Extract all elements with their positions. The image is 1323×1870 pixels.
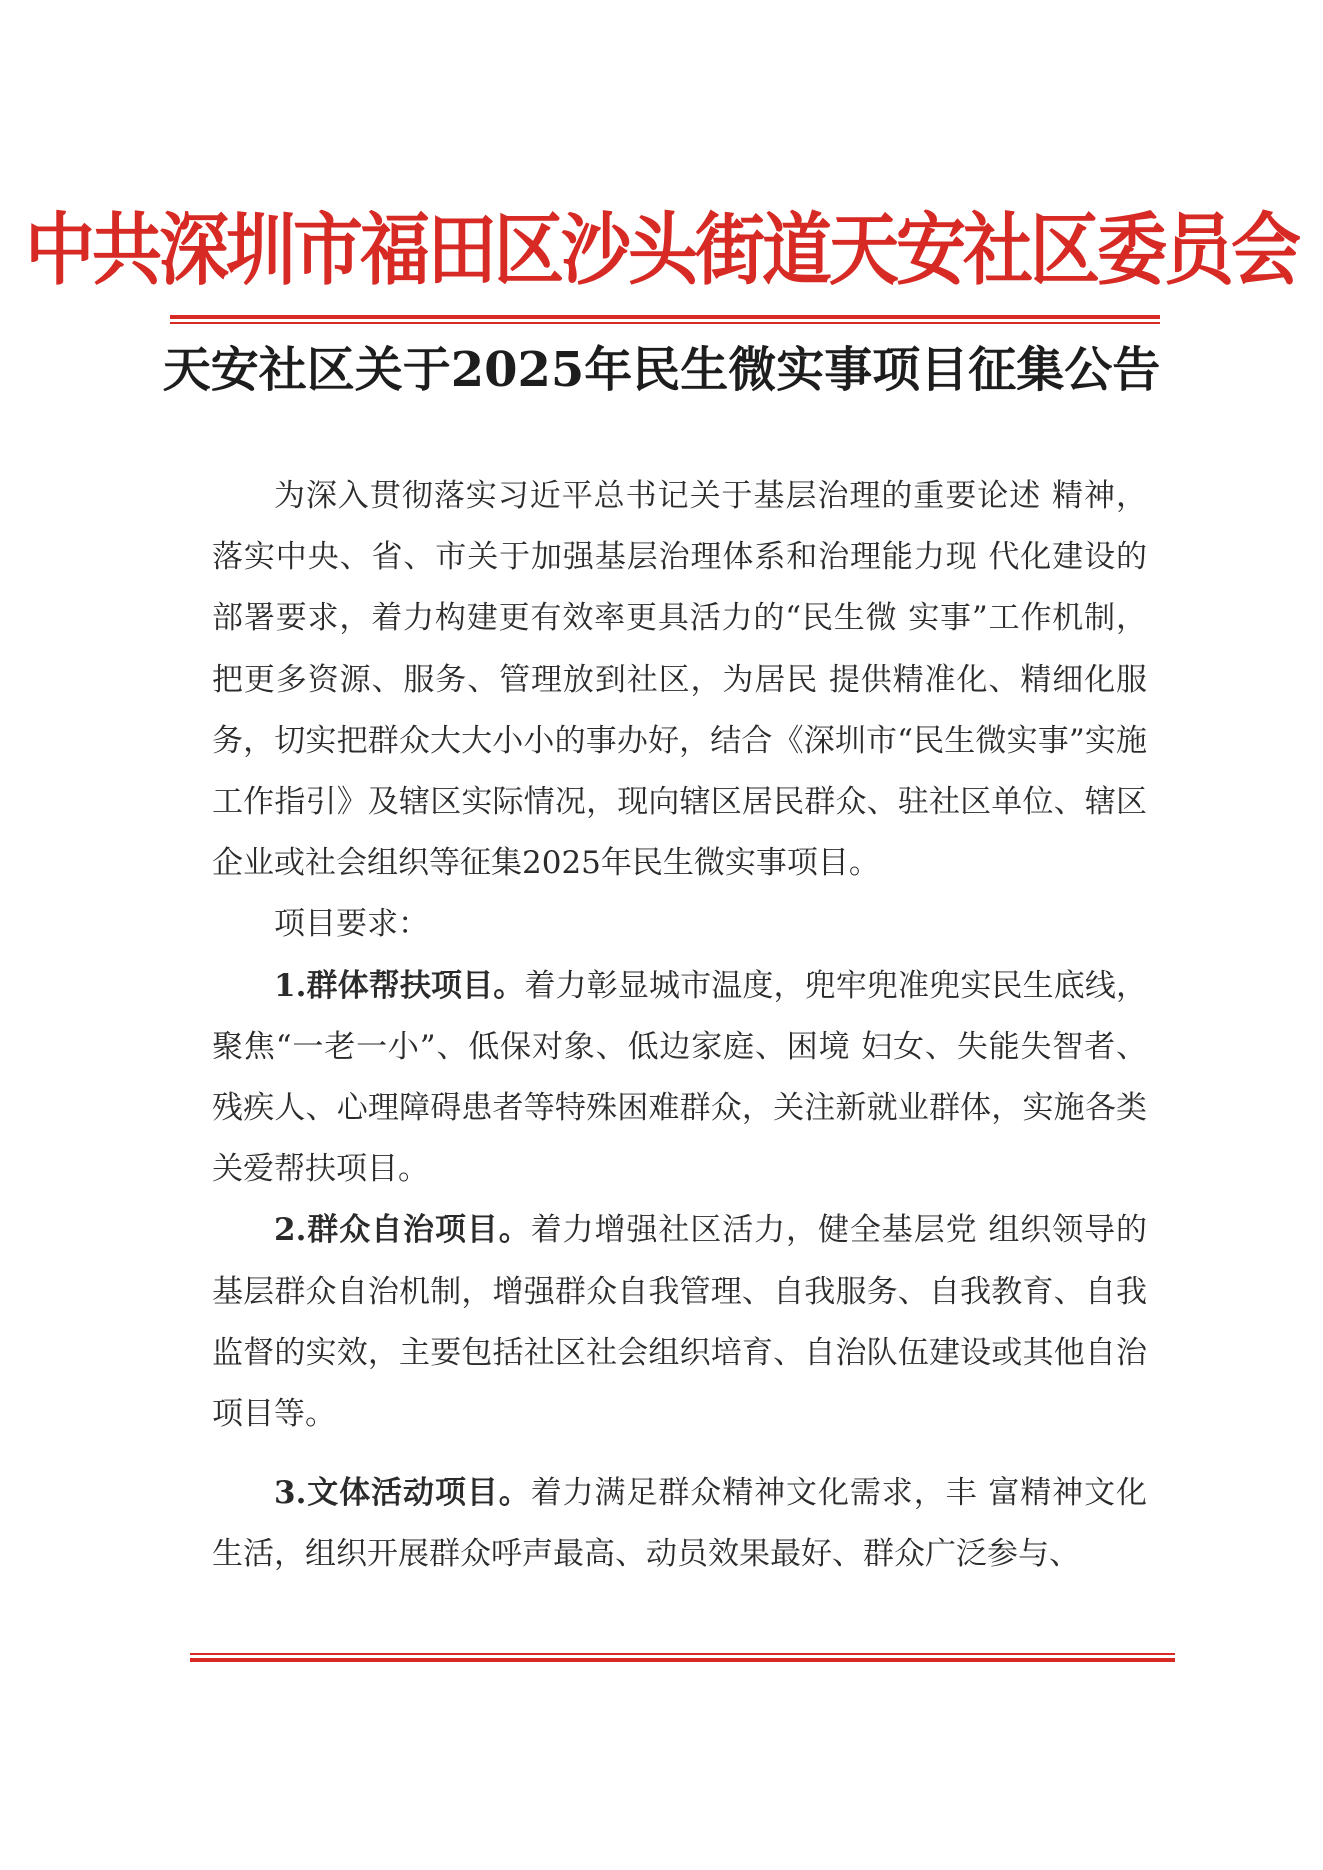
item-lead-2: 2.群众自治项目。 xyxy=(274,1212,531,1249)
item-text-3: 着力满足群众精神文化需求，丰 富精神文化生活，组织开展群众呼声最高、动员效果最好、群众广泛参与、 xyxy=(212,1475,1147,1573)
header-divider-thin xyxy=(170,322,1160,324)
footer-divider-thick xyxy=(190,1658,1175,1662)
organization-header: 中共深圳市福田区沙头街道天安社区委员会 xyxy=(25,204,1298,296)
header-divider xyxy=(170,315,1160,324)
item-lead-1: 1.群体帮扶项目。 xyxy=(274,967,525,1004)
item-text-2: 着力增强社区活力，健全基层党 组织领导的基层群众自治机制，增强群众自我管理、自我服务、自我教育、自我监督的实效，主要包括社区社会组织培育、自治队伍建设或其他自治项目等。 xyxy=(212,1212,1147,1433)
item-paragraph-1 xyxy=(212,956,1147,1201)
footer-divider-thin xyxy=(190,1653,1175,1655)
footer-divider xyxy=(190,1653,1175,1662)
item-paragraph-3 xyxy=(212,1463,1147,1585)
header-divider-thick xyxy=(170,315,1160,319)
document-body xyxy=(212,466,1147,1586)
requirements-label: 项目要求： xyxy=(274,906,429,943)
document-title: 天安社区关于2025年民生微实事项目征集公告 xyxy=(162,342,1161,398)
item-lead-3: 3.文体活动项目。 xyxy=(274,1475,531,1512)
item-paragraph-2 xyxy=(212,1200,1147,1445)
intro-paragraph: 为深入贯彻落实习近平总书记关于基层治理的重要论述 精神，落实中央、省、市关于加强基层治理体系和治理能力现 代化建设的部署要求，着力构建更有效率更具活力的“民生微 实事”工作机制，把更多资源、服务、管理放到社区，为居民 提供精准化、精细化服务，切实把群众大大小小的事办好，结合《深圳市“民生微实事”实施工作指引》及辖区实际情况，现向辖区居民群众、驻社区单位、辖区企业或社会组织等征集2025年民生微实事项目。 xyxy=(212,478,1147,882)
item-text-1: 着力彰显城市温度，兜牢兜准兜实民生底线，聚焦“一老一小”、低保对象、低边家庭、困境 妇女、失能失智者、残疾人、心理障碍患者等特殊困难群众，关注新就业群体，实施各类关爱帮扶项目。 xyxy=(212,967,1147,1188)
